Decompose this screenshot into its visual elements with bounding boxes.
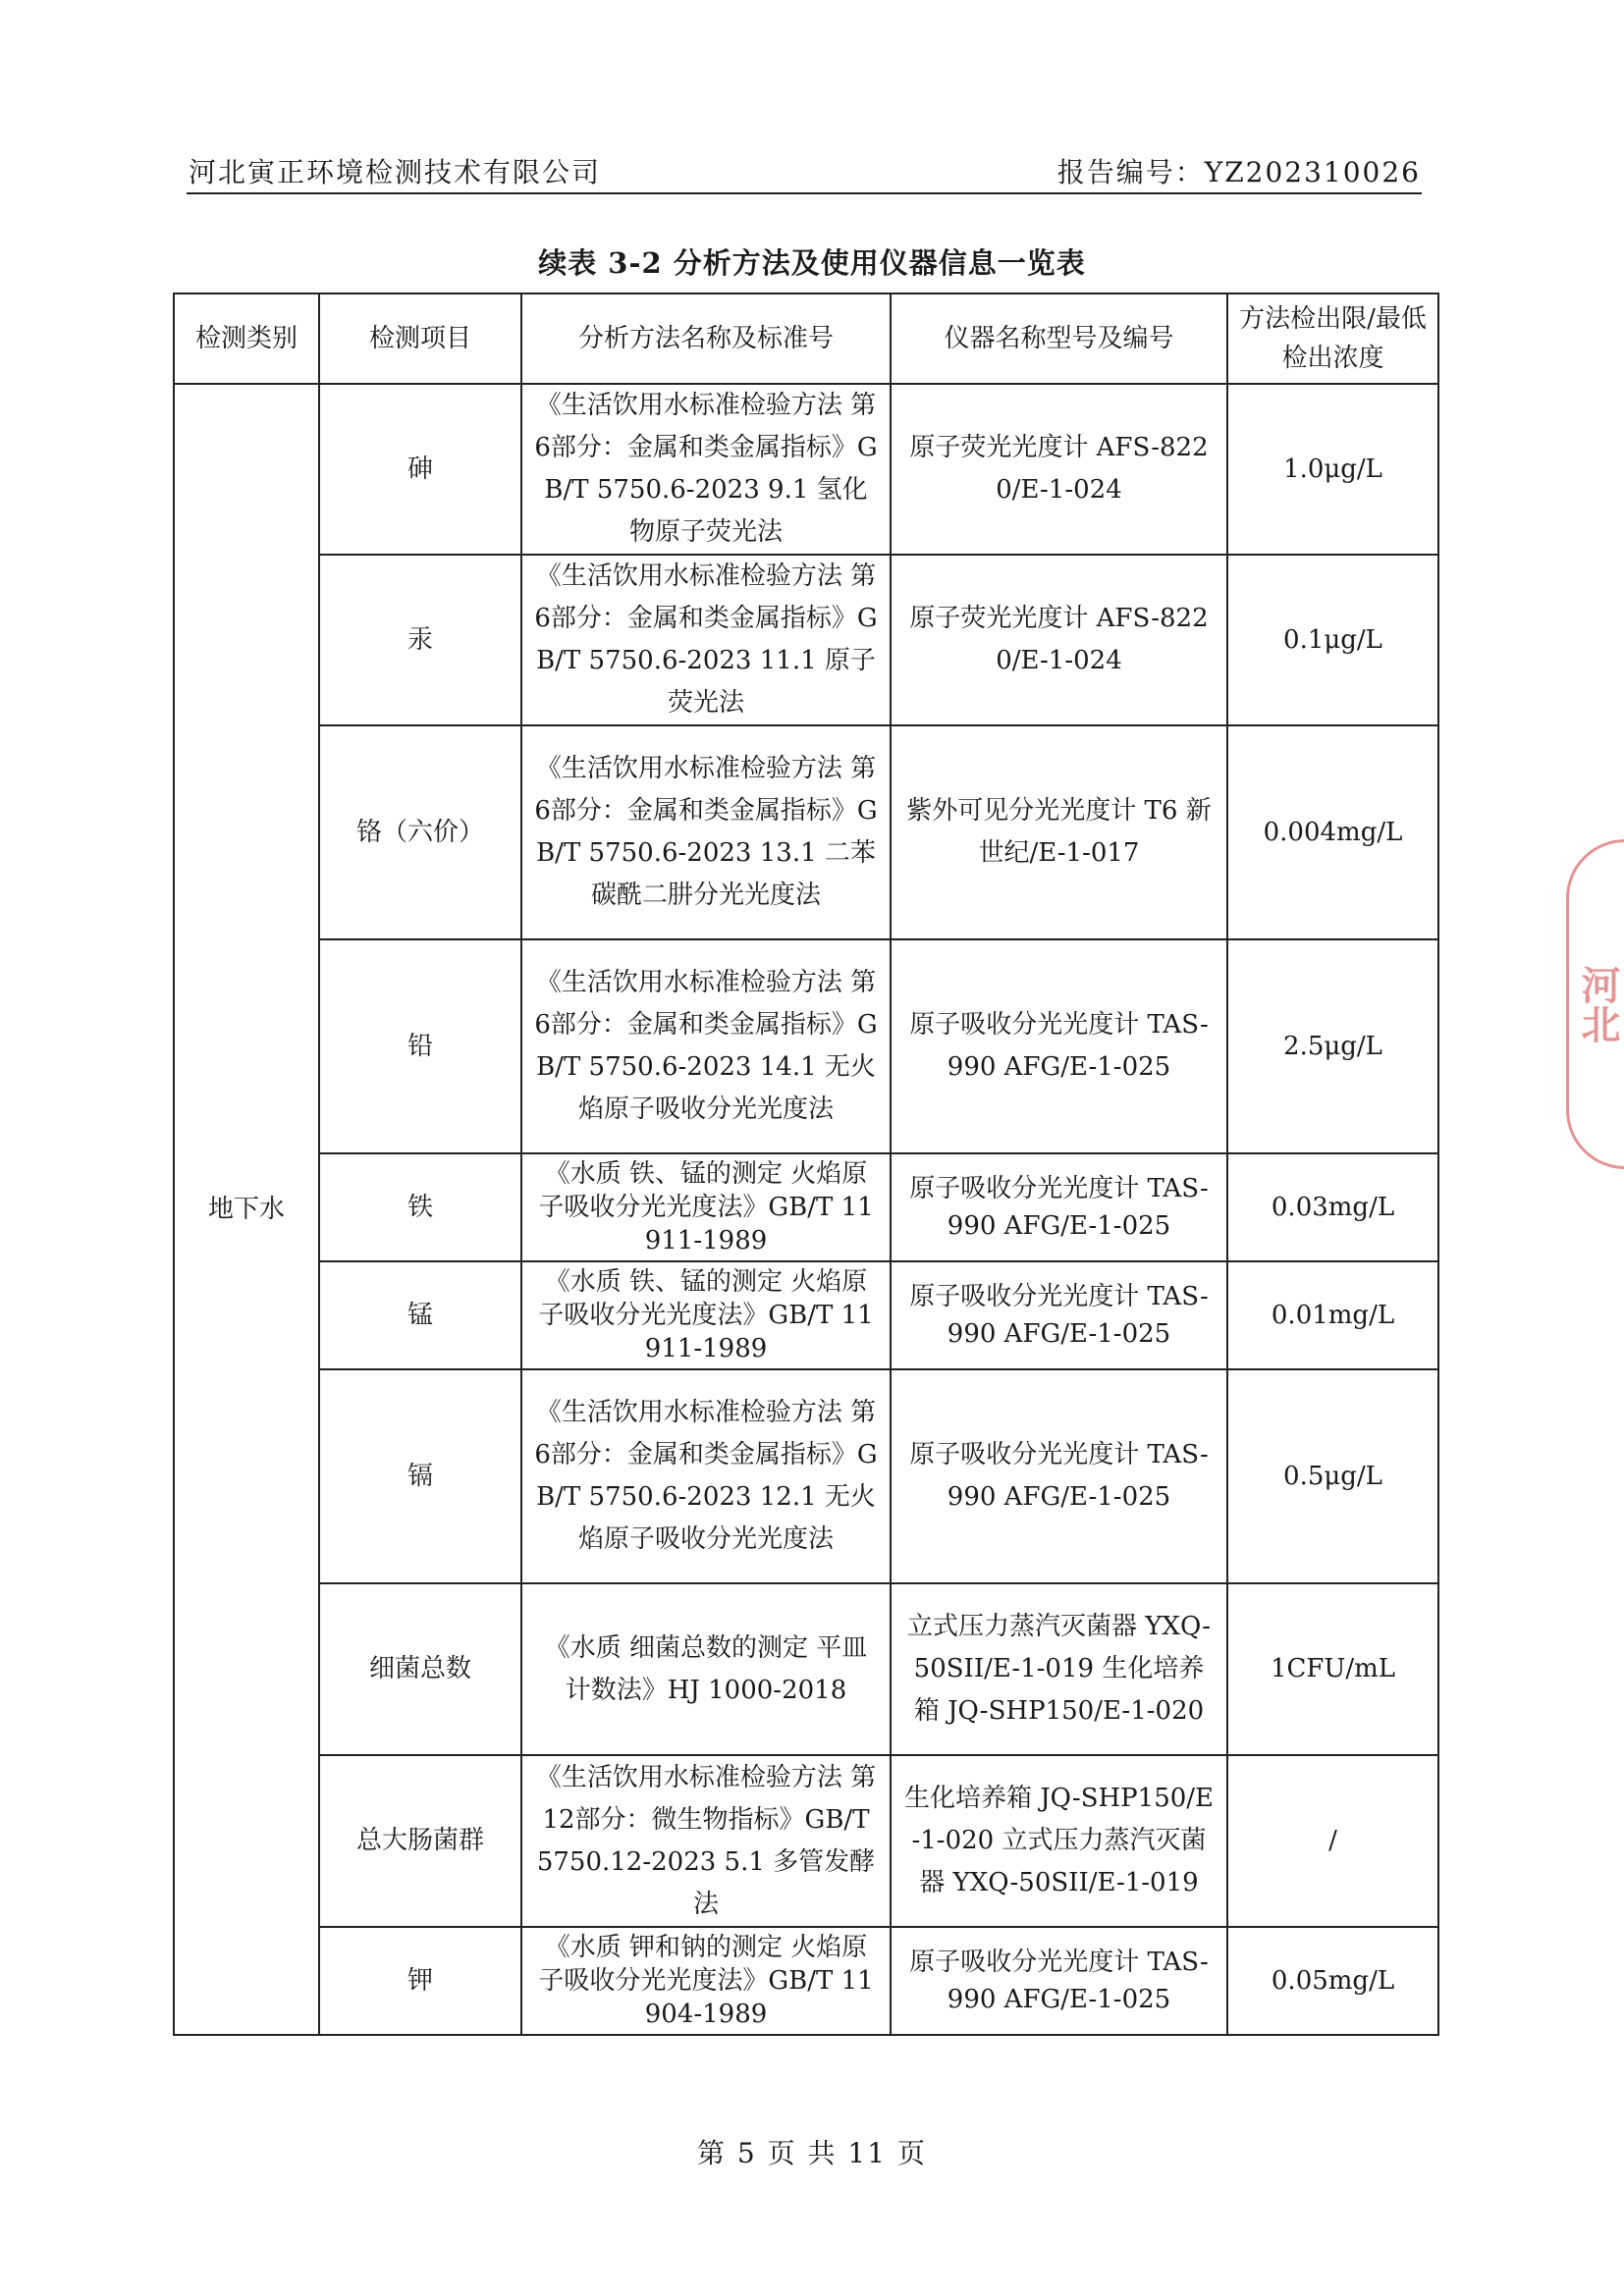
item-cell: 铅 xyxy=(319,939,521,1153)
table-row xyxy=(174,1153,1438,1261)
instrument-cell: 立式压力蒸汽灭菌器 YXQ-50SII/E-1-019 生化培养箱 JQ-SHP150/E-1-020 xyxy=(891,1583,1227,1755)
method-cell: 《生活饮用水标准检验方法 第6部分：金属和类金属指标》GB/T 5750.6-2023 9.1 氢化物原子荧光法 xyxy=(521,384,891,555)
item-cell: 汞 xyxy=(319,555,521,725)
limit-cell: 0.01mg/L xyxy=(1227,1261,1438,1369)
limit-cell: 0.004mg/L xyxy=(1227,725,1438,939)
table-row xyxy=(174,725,1438,939)
page-header xyxy=(189,149,1421,190)
instrument-cell: 原子吸收分光光度计 TAS-990 AFG/E-1-025 xyxy=(891,939,1227,1153)
method-cell: 《水质 钾和钠的测定 火焰原子吸收分光光度法》GB/T 11904-1989 xyxy=(521,1927,891,2035)
table-title: 续表 3-2 分析方法及使用仪器信息一览表 xyxy=(538,246,1086,280)
col-header-item: 检测项目 xyxy=(319,294,521,384)
item-cell: 锰 xyxy=(319,1261,521,1369)
table-row xyxy=(174,1755,1438,1927)
col-header-instrument: 仪器名称型号及编号 xyxy=(891,294,1227,384)
method-cell: 《生活饮用水标准检验方法 第6部分：金属和类金属指标》GB/T 5750.6-2023 12.1 无火焰原子吸收分光光度法 xyxy=(521,1369,891,1583)
instrument-cell: 紫外可见分光光度计 T6 新世纪/E-1-017 xyxy=(891,725,1227,939)
instrument-cell: 原子荧光光度计 AFS-8220/E-1-024 xyxy=(891,555,1227,725)
category-cell: 地下水 xyxy=(174,384,319,2035)
item-cell: 铬（六价） xyxy=(319,725,521,939)
col-header-method: 分析方法名称及标准号 xyxy=(521,294,891,384)
limit-cell: 1CFU/mL xyxy=(1227,1583,1438,1755)
instrument-cell: 生化培养箱 JQ-SHP150/E-1-020 立式压力蒸汽灭菌器 YXQ-50SII/E-1-019 xyxy=(891,1755,1227,1927)
limit-cell: / xyxy=(1227,1755,1438,1927)
limit-cell: 1.0μg/L xyxy=(1227,384,1438,555)
instrument-cell: 原子吸收分光光度计 TAS-990 AFG/E-1-025 xyxy=(891,1369,1227,1583)
instrument-cell: 原子吸收分光光度计 TAS-990 AFG/E-1-025 xyxy=(891,1927,1227,2035)
item-cell: 铁 xyxy=(319,1153,521,1261)
method-cell: 《生活饮用水标准检验方法 第12部分：微生物指标》GB/T 5750.12-2023 5.1 多管发酵法 xyxy=(521,1755,891,1927)
method-cell: 《水质 细菌总数的测定 平皿计数法》HJ 1000-2018 xyxy=(521,1583,891,1755)
instrument-cell: 原子吸收分光光度计 TAS-990 AFG/E-1-025 xyxy=(891,1153,1227,1261)
limit-cell: 0.03mg/L xyxy=(1227,1153,1438,1261)
item-cell: 砷 xyxy=(319,384,521,555)
table-row xyxy=(174,1369,1438,1583)
instrument-cell: 原子吸收分光光度计 TAS-990 AFG/E-1-025 xyxy=(891,1261,1227,1369)
method-cell: 《生活饮用水标准检验方法 第6部分：金属和类金属指标》GB/T 5750.6-2023 14.1 无火焰原子吸收分光光度法 xyxy=(521,939,891,1153)
table-row xyxy=(174,384,1438,555)
item-cell: 钾 xyxy=(319,1927,521,2035)
table-row xyxy=(174,1583,1438,1755)
table-row xyxy=(174,1261,1438,1369)
item-cell: 细菌总数 xyxy=(319,1583,521,1755)
method-cell: 《水质 铁、锰的测定 火焰原子吸收分光光度法》GB/T 11911-1989 xyxy=(521,1261,891,1369)
item-cell: 镉 xyxy=(319,1369,521,1583)
col-header-limit: 方法检出限/最低检出浓度 xyxy=(1227,294,1438,384)
limit-cell: 0.5μg/L xyxy=(1227,1369,1438,1583)
method-cell: 《生活饮用水标准检验方法 第6部分：金属和类金属指标》GB/T 5750.6-2023 13.1 二苯碳酰二肼分光光度法 xyxy=(521,725,891,939)
company-name: 河北寅正环境检测技术有限公司 xyxy=(189,156,602,188)
method-cell: 《水质 铁、锰的测定 火焰原子吸收分光光度法》GB/T 11911-1989 xyxy=(521,1153,891,1261)
table-row xyxy=(174,939,1438,1153)
header-divider xyxy=(187,192,1422,194)
seal-text: 河北 xyxy=(1575,965,1621,1043)
limit-cell: 0.1μg/L xyxy=(1227,555,1438,725)
limit-cell: 0.05mg/L xyxy=(1227,1927,1438,2035)
instrument-cell: 原子荧光光度计 AFS-8220/E-1-024 xyxy=(891,384,1227,555)
limit-cell: 2.5μg/L xyxy=(1227,939,1438,1153)
report-number: 报告编号：YZ202310026 xyxy=(1056,156,1421,188)
item-cell: 总大肠菌群 xyxy=(319,1755,521,1927)
company-seal-partial xyxy=(1566,839,1624,1169)
table-row xyxy=(174,555,1438,725)
table-header-row xyxy=(174,294,1438,384)
method-cell: 《生活饮用水标准检验方法 第6部分：金属和类金属指标》GB/T 5750.6-2023 11.1 原子荧光法 xyxy=(521,555,891,725)
page-number: 第 5 页 共 11 页 xyxy=(697,2137,927,2169)
table-row xyxy=(174,1927,1438,2035)
method-instrument-table xyxy=(173,293,1439,2036)
col-header-category: 检测类别 xyxy=(174,294,319,384)
